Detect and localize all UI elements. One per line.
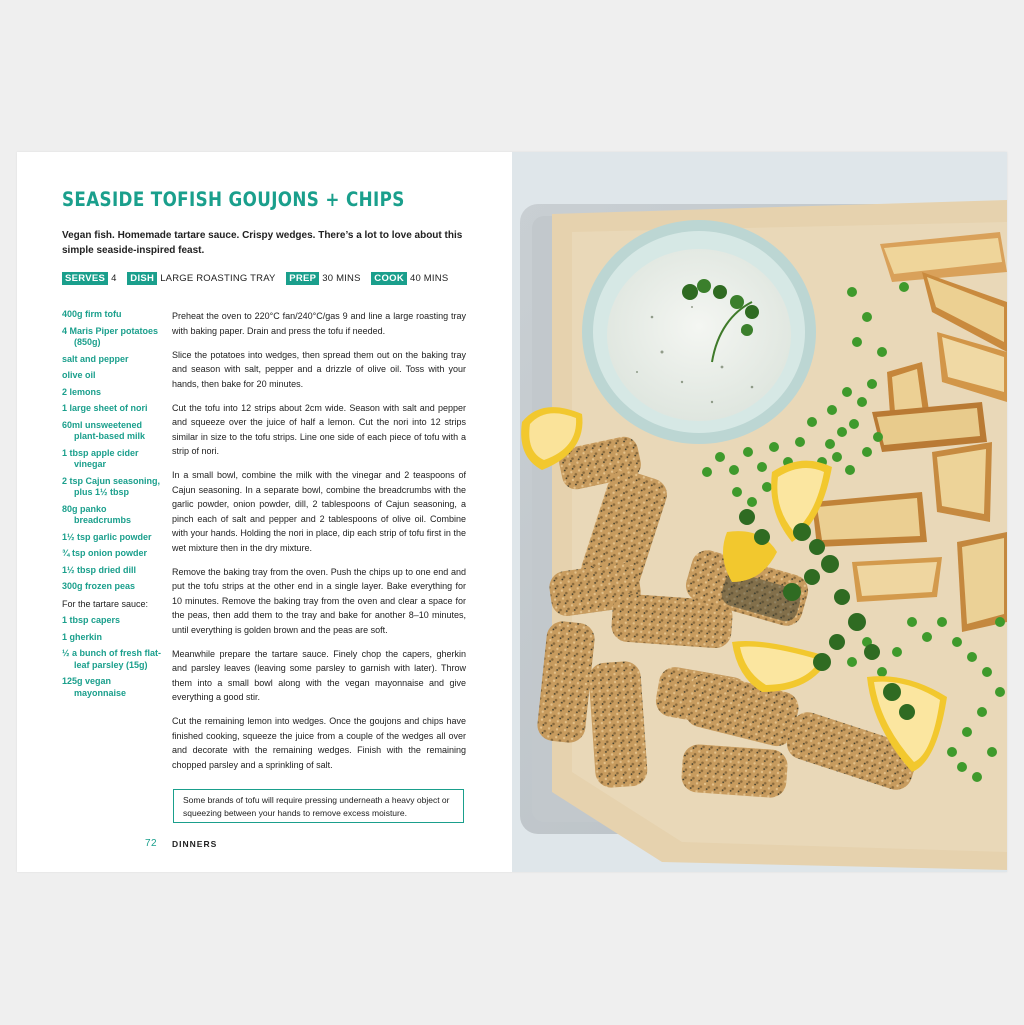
tip-box: Some brands of tofu will require pressing underneath a heavy object or squeezing between your hands to remove excess moisture.	[173, 789, 464, 823]
ingredient-item: 125g vegan mayonnaise	[62, 676, 127, 698]
page-number: 72	[145, 838, 158, 849]
ingredient-item: ½ a bunch of fresh flat-leaf parsley (15g)	[62, 648, 162, 670]
ingredient-item: 2 tsp Cajun seasoning, plus 1½ tbsp	[62, 475, 161, 497]
ingredient-item: olive oil	[62, 370, 96, 380]
ingredient-item: 1 gherkin	[62, 631, 103, 642]
method-step: In a small bowl, combine the milk with the vinegar and 2 teaspoons of Cajun seasoning. In a separate bowl, combine the breadcrumbs with the garlic powder, onion powder, dill, 2 tablespoons of Cajun seasoning, a pinch each of salt and pepper and 2 tablespoons of olive oil. Combine with your hands. Holding the nori in place, dip each strip of tofu first in the wet mixture then in the dry mixture.	[172, 470, 466, 553]
serves-value: 4	[111, 273, 117, 284]
method-steps	[172, 309, 466, 782]
tartare-heading: For the tartare sauce:	[62, 598, 149, 609]
recipe-intro: Vegan fish. Homemade tartare sauce. Crispy wedges. There’s a lot to love about this simple seaside-inspired feast.	[62, 230, 463, 256]
ingredient-item: salt and pepper	[62, 353, 129, 364]
dish-value: LARGE ROASTING TRAY	[160, 273, 276, 284]
ingredient-item: 1 tbsp apple cider vinegar	[62, 447, 139, 469]
method-step: Slice the potatoes into wedges, then spread them out on the baking tray and season with salt, pepper and a drizzle of olive oil. Toss with your hands, then bake for 20 minutes.	[172, 349, 466, 389]
ingredient-item: 1 large sheet of nori	[62, 403, 148, 413]
method-step: Preheat the oven to 220°C fan/240°C/gas 9 and line a large roasting tray with baking paper. Drain and press the tofu if needed.	[172, 311, 466, 336]
method-step: Remove the baking tray from the oven. Push the chips up to one end and put the tofu strips at the other end in a single layer. Bake everything for 10 minutes. Remove the baking tray from the oven and clear a space for the peas, then add them to the tray and bake for another 8–10 minutes, until everything is golden brown and the peas are soft.	[172, 566, 466, 635]
ingredient-item: 2 lemons	[62, 386, 102, 397]
ingredient-item: 1½ tsp garlic powder	[62, 531, 152, 542]
recipe-page	[17, 152, 512, 872]
ingredient-item: 60ml unsweetened plant-based milk	[62, 419, 146, 441]
food-photo	[512, 152, 1007, 872]
book-spread	[17, 152, 1007, 872]
ingredient-item: 1 tbsp capers	[62, 615, 121, 625]
ingredient-item: 400g firm tofu	[62, 309, 122, 319]
recipe-title: SEASIDE TOFISH GOUJONS + CHIPS	[62, 188, 405, 211]
ingredient-item: 300g frozen peas	[62, 581, 136, 591]
ingredient-item: 4 Maris Piper potatoes (850g)	[62, 325, 159, 347]
prep-value: 30 MINS	[322, 273, 361, 284]
cook-label: COOK	[371, 272, 407, 285]
food-photo-illustration	[512, 152, 1007, 872]
tartare-sauce	[607, 249, 791, 421]
section-name: DINNERS	[172, 839, 218, 849]
prep-label: PREP	[286, 272, 319, 285]
recipe-meta	[62, 272, 482, 285]
ingredient-item: ¾ tsp onion powder	[62, 548, 147, 558]
ingredient-item: 1½ tbsp dried dill	[62, 564, 137, 575]
ingredient-list	[62, 309, 162, 704]
method-step: Cut the tofu into 12 strips about 2cm wide. Season with salt and pepper and squeeze over the juice of half a lemon. Cut the nori into 12 strips similar in size to the tofu strips. Line one side of each piece of tofu with a strip of nori.	[172, 402, 466, 456]
ingredient-item: 80g panko breadcrumbs	[62, 503, 132, 525]
serves-label: SERVES	[62, 272, 108, 285]
method-step: Cut the remaining lemon into wedges. Once the goujons and chips have finished cooking, squeeze the juice from a couple of the wedges all over and decorate with the remaining wedges. Finish with the remaining chopped parsley and a sprinkling of salt.	[172, 716, 466, 770]
dish-label: DISH	[127, 272, 157, 285]
cook-value: 40 MINS	[410, 273, 449, 284]
method-step: Meanwhile prepare the tartare sauce. Finely chop the capers, gherkin and parsley leaves (leaving some parsley to garnish with later). Throw them into a small bowl along with the vegan mayonnaise and give everything a good stir.	[172, 648, 466, 702]
